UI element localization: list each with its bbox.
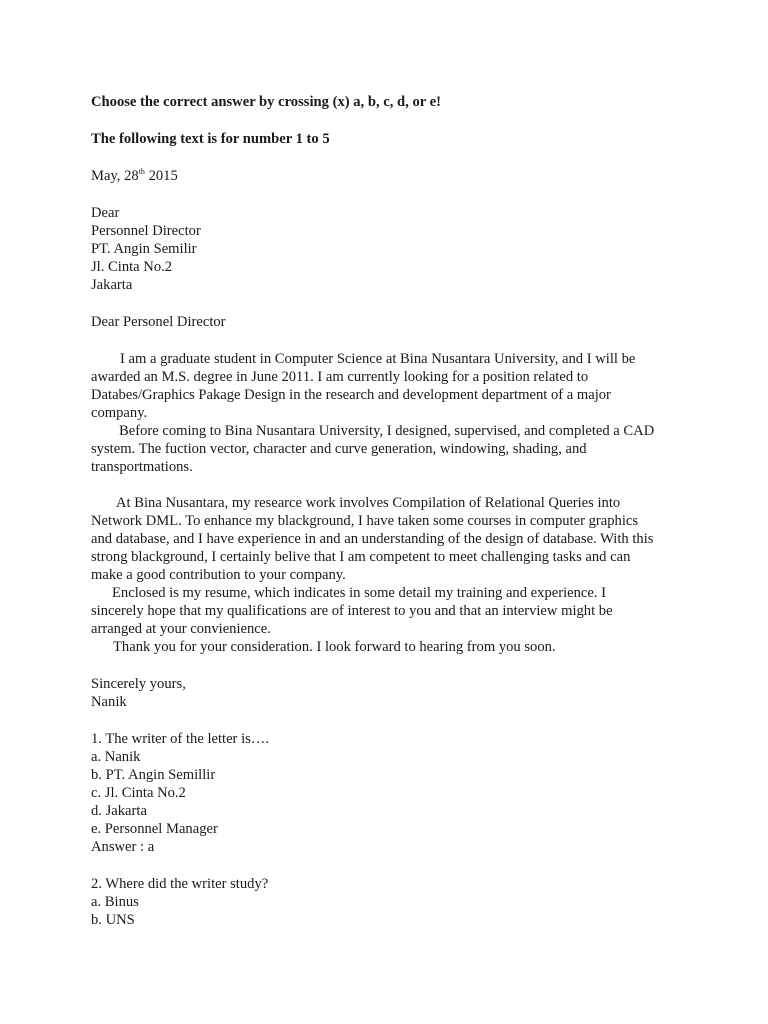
instruction-main: Choose the correct answer by crossing (x) a, b, c, d, or e! [91,94,441,110]
closing: Sincerely yours, [91,676,186,692]
paragraph-line: Enclosed is my resume, which indicates in some detail my training and experience. I [112,585,607,601]
paragraph-4 [91,584,691,638]
paragraph-5: Thank you for your consideration. I look forward to hearing from you soon. [113,639,556,655]
answer-option: e. Personnel Manager [91,821,218,837]
answer-option: b. UNS [91,912,135,928]
paragraph-line: Before coming to Bina Nusantara University, I designed, supervised, and completed a CAD [119,423,655,439]
answer-key: Answer : a [91,839,155,855]
paragraph-line: arranged at your convienience. [91,621,271,637]
answer-option: c. Jl. Cinta No.2 [91,785,186,801]
paragraph-3 [91,494,691,584]
recipient-line: PT. Angin Semilir [91,241,197,257]
answer-option: a. Nanik [91,749,141,765]
paragraph-line: and database, and I have experience in and an understanding of the design of database. With this [91,531,654,547]
paragraph-line: company. [91,405,148,421]
question-text: 2. Where did the writer study? [91,876,269,892]
instruction-text-range: The following text is for number 1 to 5 [91,131,330,147]
question-text: 1. The writer of the letter is…. [91,731,270,747]
date-year: 2015 [144,168,178,184]
paragraph-line: Network DML. To enhance my blackground, I have taken some courses in computer graphics [91,513,639,529]
date-suffix: th [138,167,145,176]
letter-date [91,167,691,185]
paragraph-2 [91,422,691,476]
document-content [91,93,691,929]
paragraph-line: strong blackground, I certainly belive that I am competent to meet challenging tasks and can [91,549,631,565]
answer-option: a. Binus [91,894,139,910]
answer-option: d. Jakarta [91,803,147,819]
paragraph-line: transportmations. [91,459,193,475]
paragraph-line: system. The fuction vector, character and curve generation, windowing, shading, and [91,441,587,457]
paragraph-line: awarded an M.S. degree in June 2011. I am currently looking for a position related to [91,369,589,385]
question-1 [91,730,691,856]
recipient-line: Dear [91,205,120,221]
paragraph-line: sincerely hope that my qualifications are of interest to you and that an interview might be [91,603,613,619]
paragraph-line: I am a graduate student in Computer Science at Bina Nusantara University, and I will be [120,351,636,367]
paragraph-line: Databes/Graphics Pakage Design in the research and development department of a major [91,387,611,403]
question-2 [91,875,691,929]
date-prefix: May, 28 [91,168,139,184]
signature: Nanik [91,694,127,710]
paragraph-line: At Bina Nusantara, my researce work involves Compilation of Relational Queries into [116,495,621,511]
paragraph-line: make a good contribution to your company. [91,567,346,583]
recipient-line: Jakarta [91,277,133,293]
paragraph-1 [91,350,691,422]
recipient-block [91,204,691,294]
salutation: Dear Personel Director [91,314,226,330]
recipient-line: Jl. Cinta No.2 [91,259,173,275]
recipient-line: Personnel Director [91,223,201,239]
answer-option: b. PT. Angin Semillir [91,767,216,783]
